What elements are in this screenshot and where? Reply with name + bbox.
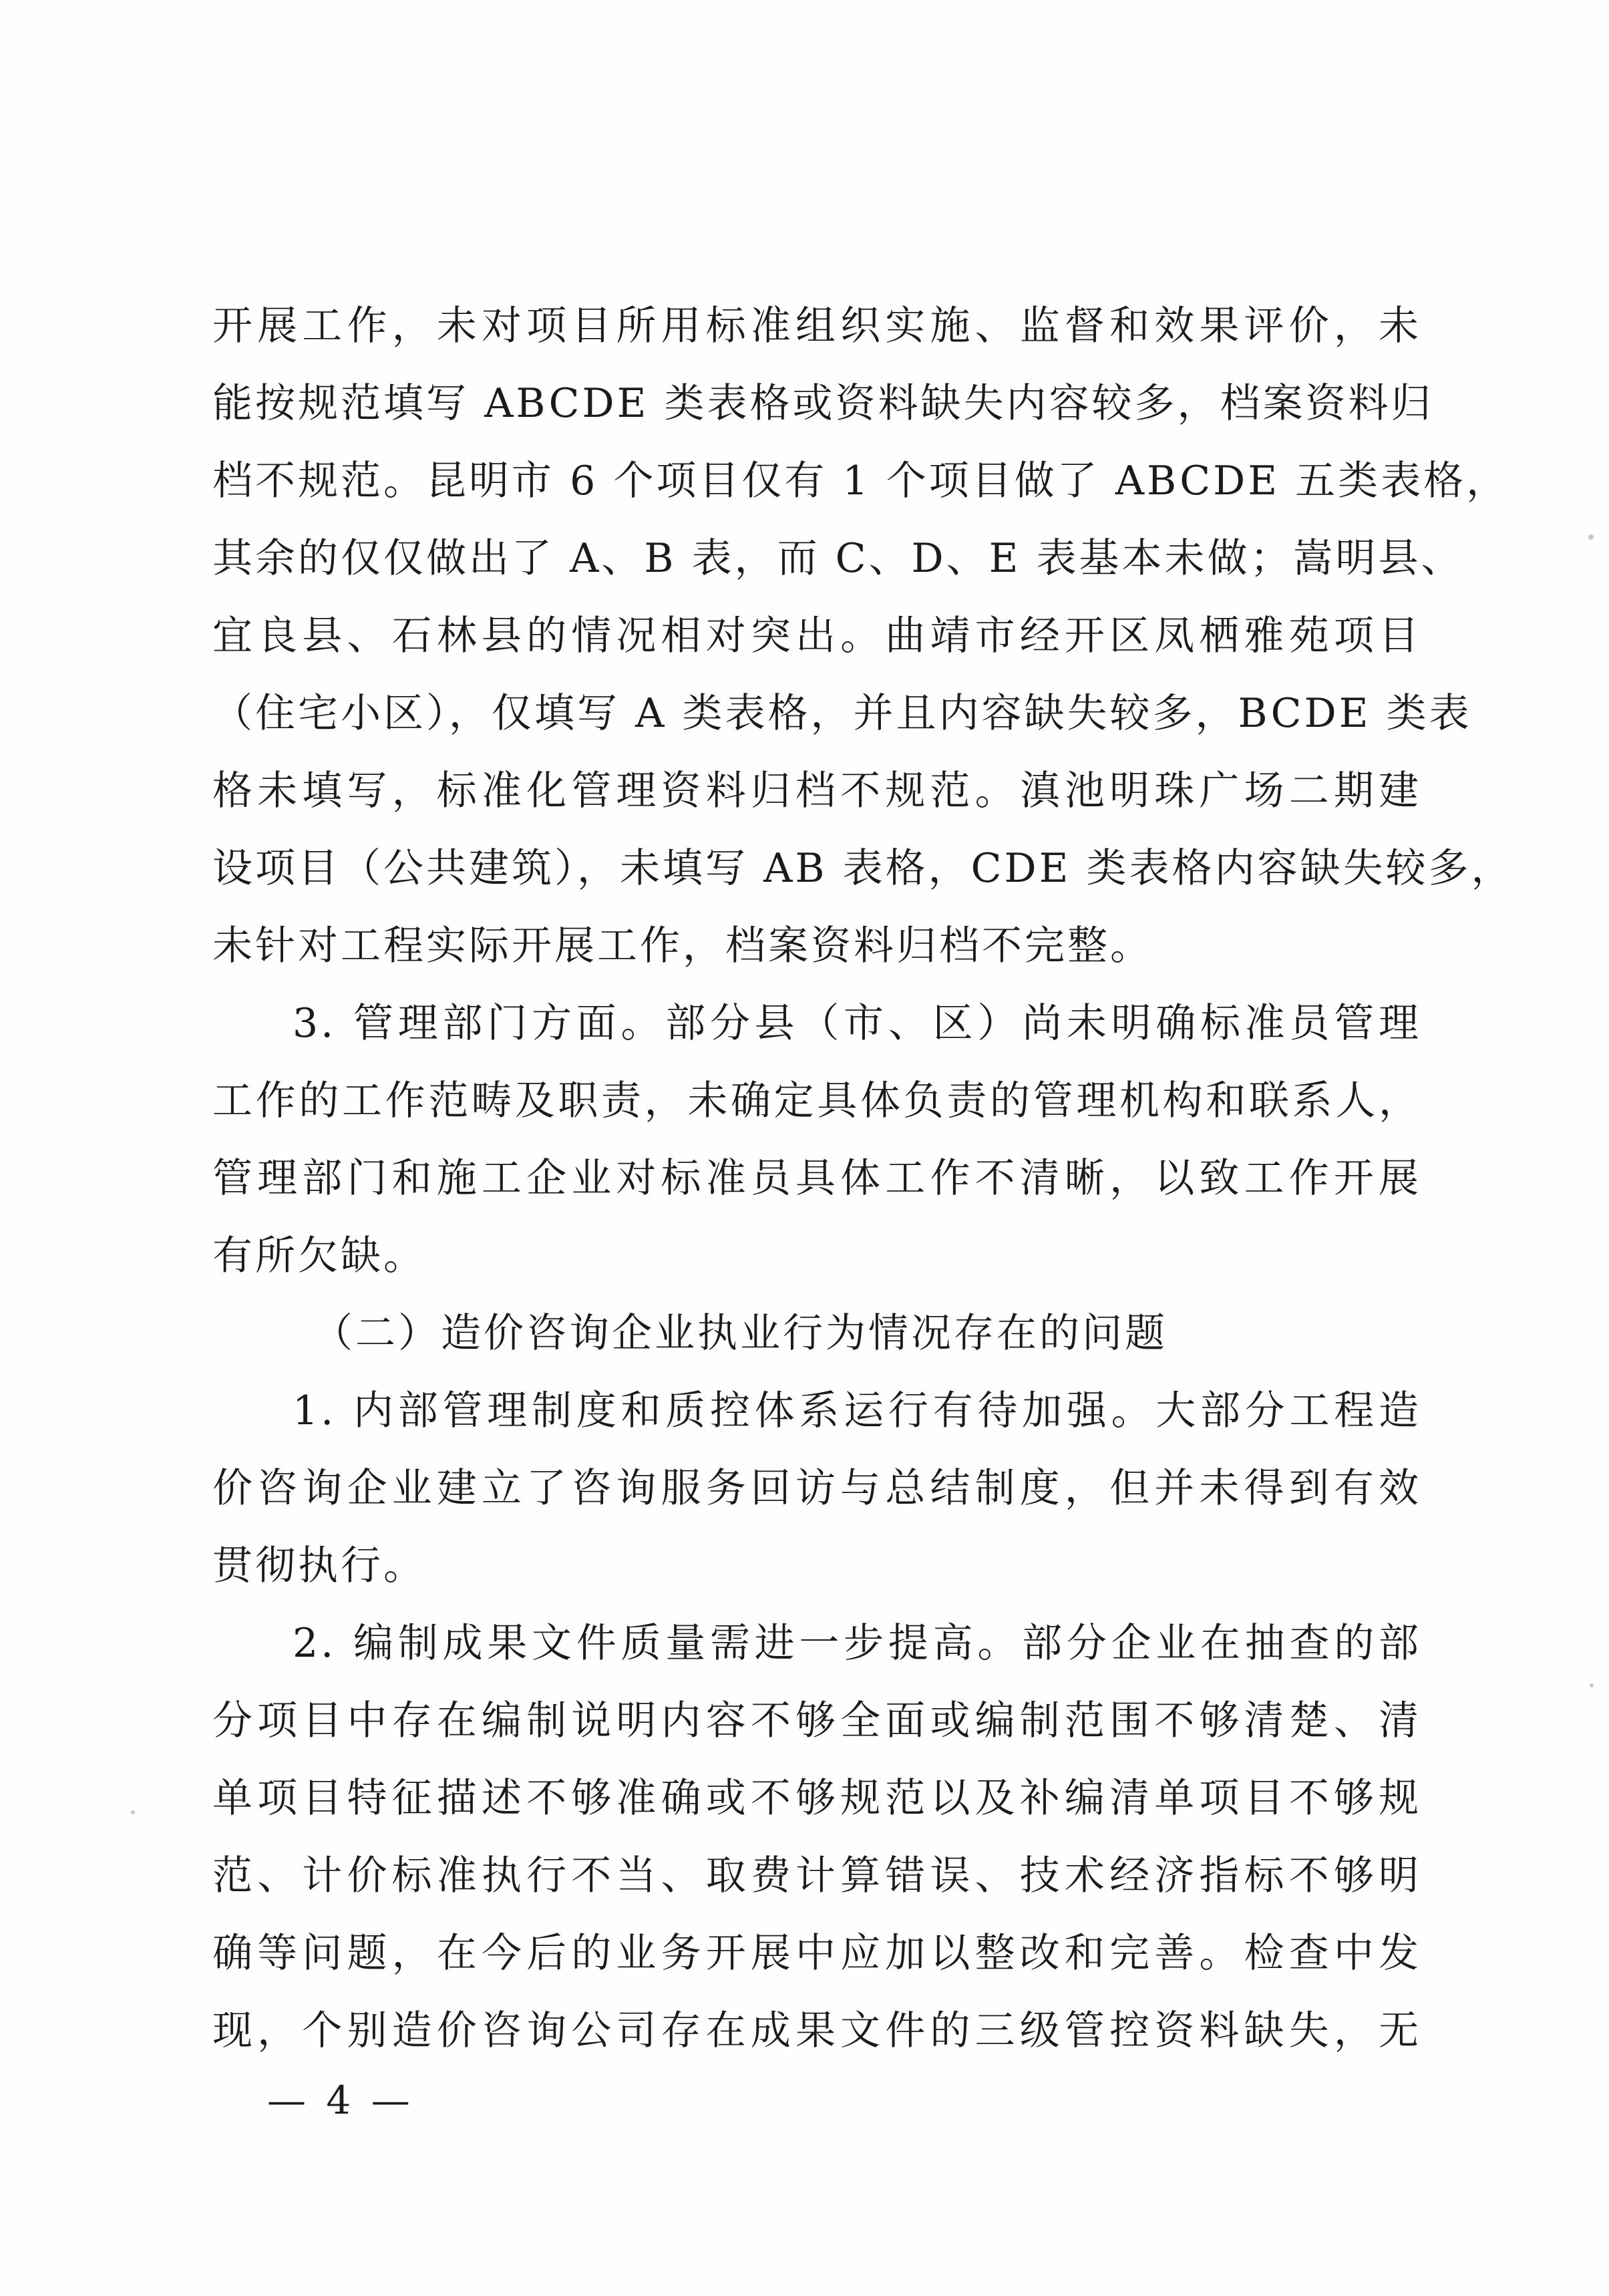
text-line: 单项目特征描述不够准确或不够规范以及补编清单项目不够规 [212, 1775, 1421, 1822]
text-line: （住宅小区），仅填写 A 类表格，并且内容缺失较多，BCDE 类表 [212, 690, 1472, 737]
body-text [212, 287, 1514, 2070]
text-line: 价咨询企业建立了咨询服务回访与总结制度，但并未得到有效 [212, 1465, 1421, 1512]
text-line: 设项目（公共建筑），未填写 AB 表格，CDE 类表格内容缺失较多， [212, 845, 1514, 892]
paragraph-start-line: 3. 管理部门方面。部分县（市、区）尚未明确标准员管理 [293, 1000, 1421, 1047]
text-line: 开展工作，未对项目所用标准组织实施、监督和效果评价，未 [212, 303, 1421, 349]
text-line: 管理部门和施工企业对标准员具体工作不清晰，以致工作开展 [212, 1155, 1421, 1202]
text-line: 其余的仅仅做出了 A、B 表，而 C、D、E 表基本未做；嵩明县、 [212, 535, 1464, 582]
text-line: 现，个别造价咨询公司存在成果文件的三级管控资料缺失，无 [212, 2007, 1421, 2054]
section-heading: （二）造价咨询企业执业行为情况存在的问题 [313, 1310, 1168, 1357]
text-line: 贯彻执行。 [212, 1542, 426, 1589]
text-line: 能按规范填写 ABCDE 类表格或资料缺失内容较多，档案资料归 [212, 380, 1434, 427]
text-line: 有所欠缺。 [212, 1233, 426, 1279]
text-line: 档不规范。昆明市 6 个项目仅有 1 个项目做了 ABCDE 五类表格， [212, 458, 1509, 504]
text-line: 格未填写，标准化管理资料归档不规范。滇池明珠广场二期建 [212, 768, 1421, 814]
text-line: 未针对工程实际开展工作，档案资料归档不完整。 [212, 923, 1153, 969]
text-line: 分项目中存在编制说明内容不够全面或编制范围不够清楚、清 [212, 1697, 1421, 1744]
text-line: 确等问题，在今后的业务开展中应加以整改和完善。检查中发 [212, 1930, 1421, 1977]
text-line: 范、计价标准执行不当、取费计算错误、技术经济指标不够明 [212, 1852, 1421, 1899]
page-number: — 4 — [267, 2078, 414, 2123]
text-line: 工作的工作范畴及职责，未确定具体负责的管理机构和联系人， [212, 1078, 1421, 1124]
text-line: 宜良县、石林县的情况相对突出。曲靖市经开区凤栖雅苑项目 [212, 613, 1421, 659]
paragraph-start-line: 2. 编制成果文件质量需进一步提高。部分企业在抽查的部 [293, 1620, 1421, 1667]
scan-speck [1588, 534, 1594, 540]
scan-speck [1590, 1683, 1594, 1687]
scan-speck [131, 1810, 135, 1814]
paragraph-start-line: 1. 内部管理制度和质控体系运行有待加强。大部分工程造 [293, 1387, 1421, 1434]
